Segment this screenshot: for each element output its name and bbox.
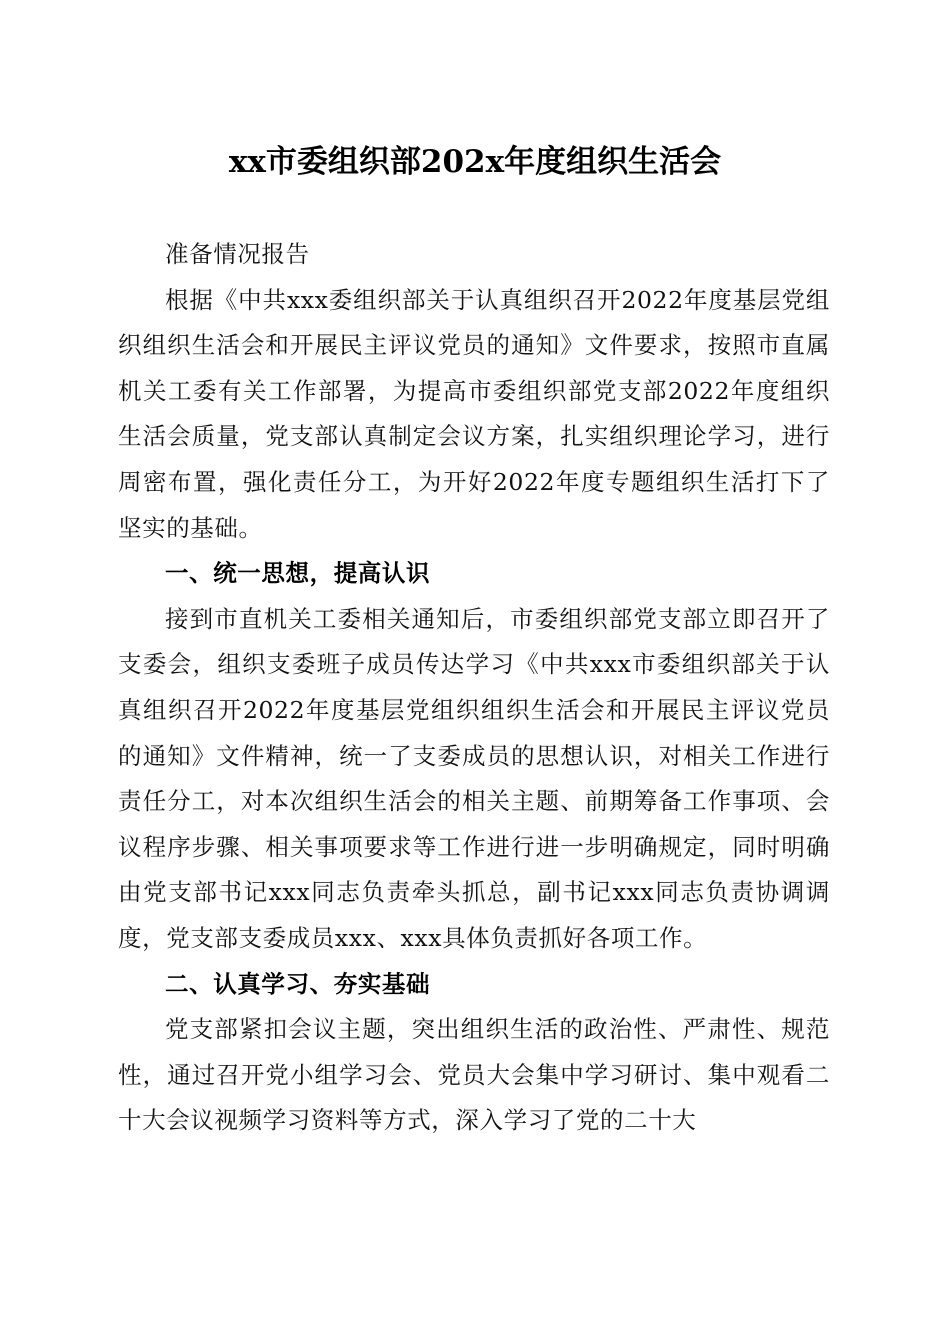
intro-paragraph: 根据《中共xxx委组织部关于认真组织召开2022年度基层党组织组织生活会和开展民主评议党员的通知》文件要求，按照市直属机关工委有关工作部署，为提高市委组织部党支部2022年度组织生活会质量，党支部认真制定会议方案，扎实组织理论学习，进行周密布置，强化责任分工，为开好2022年度专题组织生活打下了坚实的基础。 <box>118 285 830 542</box>
section-heading-2: 二、认真学习、夯实基础 <box>165 969 431 998</box>
section-heading-1: 一、统一思想，提高认识 <box>165 559 431 588</box>
section-paragraph-2: 党支部紧扣会议主题，突出组织生活的政治性、严肃性、规范性，通过召开党小组学习会、党员大会集中学习研讨、集中观看二十大会议视频学习资料等方式，深入学习了党的二十大 <box>118 1015 830 1135</box>
document-title: xx市委组织部202x年度组织生活会 <box>228 144 722 180</box>
document-body <box>118 232 830 1144</box>
section-paragraph-1: 接到市直机关工委相关通知后，市委组织部党支部立即召开了支委会，组织支委班子成员传达学习《中共xxx市委组织部关于认真组织召开2022年度基层党组织组织生活会和开展民主评议党员的通知》文件精神，统一了支委成员的思想认识，对相关工作进行责任分工，对本次组织生活会的相关主题、前期筹备工作事项、会议程序步骤、相关事项要求等工作进行进一步明确规定，同时明确由党支部书记xxx同志负责牵头抓总，副书记xxx同志负责协调调度，党支部支委成员xxx、xxx具体负责抓好各项工作。 <box>118 604 830 952</box>
subtitle-paragraph: 准备情况报告 <box>165 240 310 268</box>
